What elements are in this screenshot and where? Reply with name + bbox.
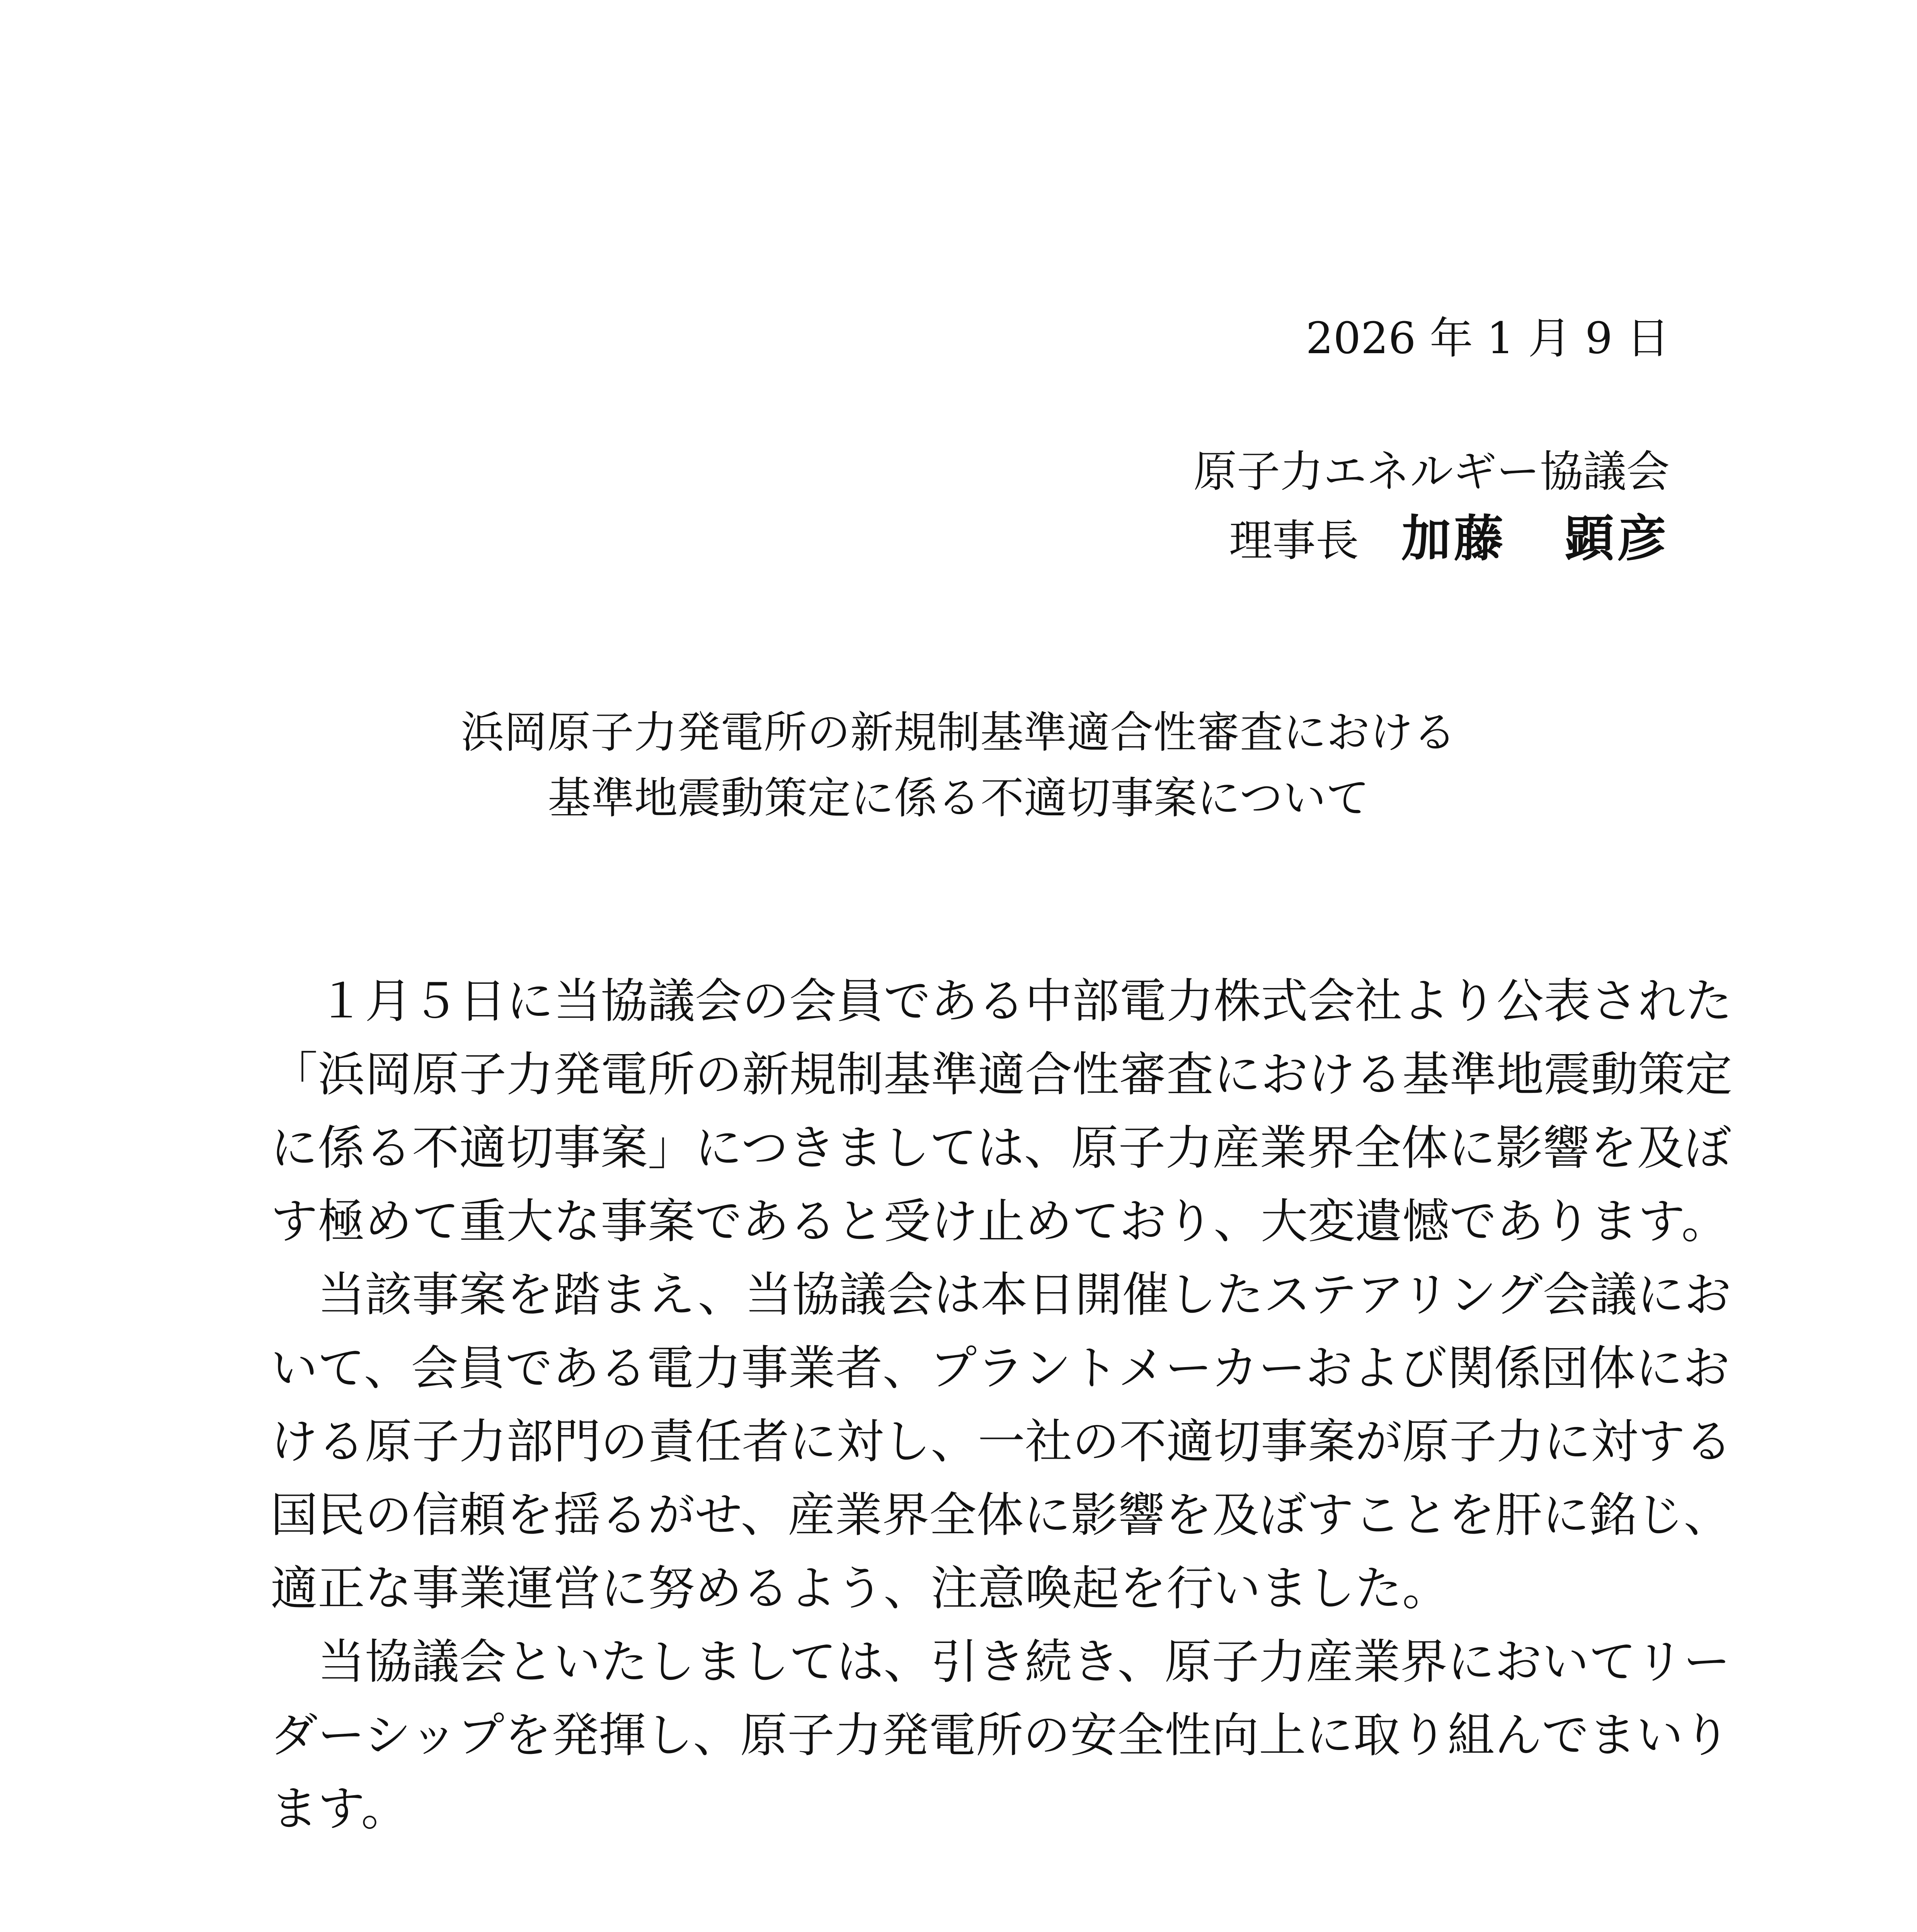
sender-given-name: 顕彦 (1564, 510, 1670, 568)
body-line: ダーシップを発揮し、原子力発電所の安全性向上に取り組んでまいり (271, 1708, 1731, 1763)
body-line: 当協議会といたしましては、引き続き、原子力産業界においてリー (271, 1634, 1731, 1689)
sender-organization: 原子力エネルギー協議会 (1193, 447, 1670, 497)
body-line: ける原子力部門の責任者に対し、一社の不適切事案が原子力に対する (271, 1414, 1732, 1469)
sender-name (1401, 510, 1670, 568)
body-line: ます。 (271, 1781, 409, 1836)
body-line: に係る不適切事案」につきましては、原子力産業界全体に影響を及ぼ (271, 1121, 1731, 1175)
sender-signature-line (1229, 510, 1670, 568)
body-line: 国民の信頼を揺るがせ、産業界全体に影響を及ぼすことを肝に銘じ、 (271, 1488, 1731, 1543)
body-line: １月５日に当協議会の会員である中部電力株式会社より公表された (271, 974, 1732, 1029)
body-line: す極めて重大な事案であると受け止めており、大変遺憾であります。 (271, 1194, 1729, 1249)
body-line: 適正な事業運営に努めるよう、注意喚起を行いました。 (271, 1561, 1449, 1616)
document-title-line-2: 基準地震動策定に係る不適切事案について (548, 773, 1369, 823)
sender-role: 理事長 (1229, 516, 1359, 566)
body-line: 当該事案を踏まえ、当協議会は本日開催したステアリング会議にお (271, 1267, 1731, 1322)
sender-family-name: 加藤 (1401, 510, 1507, 568)
document-title-line-1: 浜岡原子力発電所の新規制基準適合性審査における (461, 707, 1456, 758)
body-line: 「浜岡原子力発電所の新規制基準適合性審査における基準地震動策定 (271, 1047, 1732, 1102)
body-line: いて、会員である電力事業者、プラントメーカーおよび関係団体にお (271, 1341, 1730, 1396)
letter-date: 2026 年 1 月 9 日 (1306, 313, 1670, 364)
